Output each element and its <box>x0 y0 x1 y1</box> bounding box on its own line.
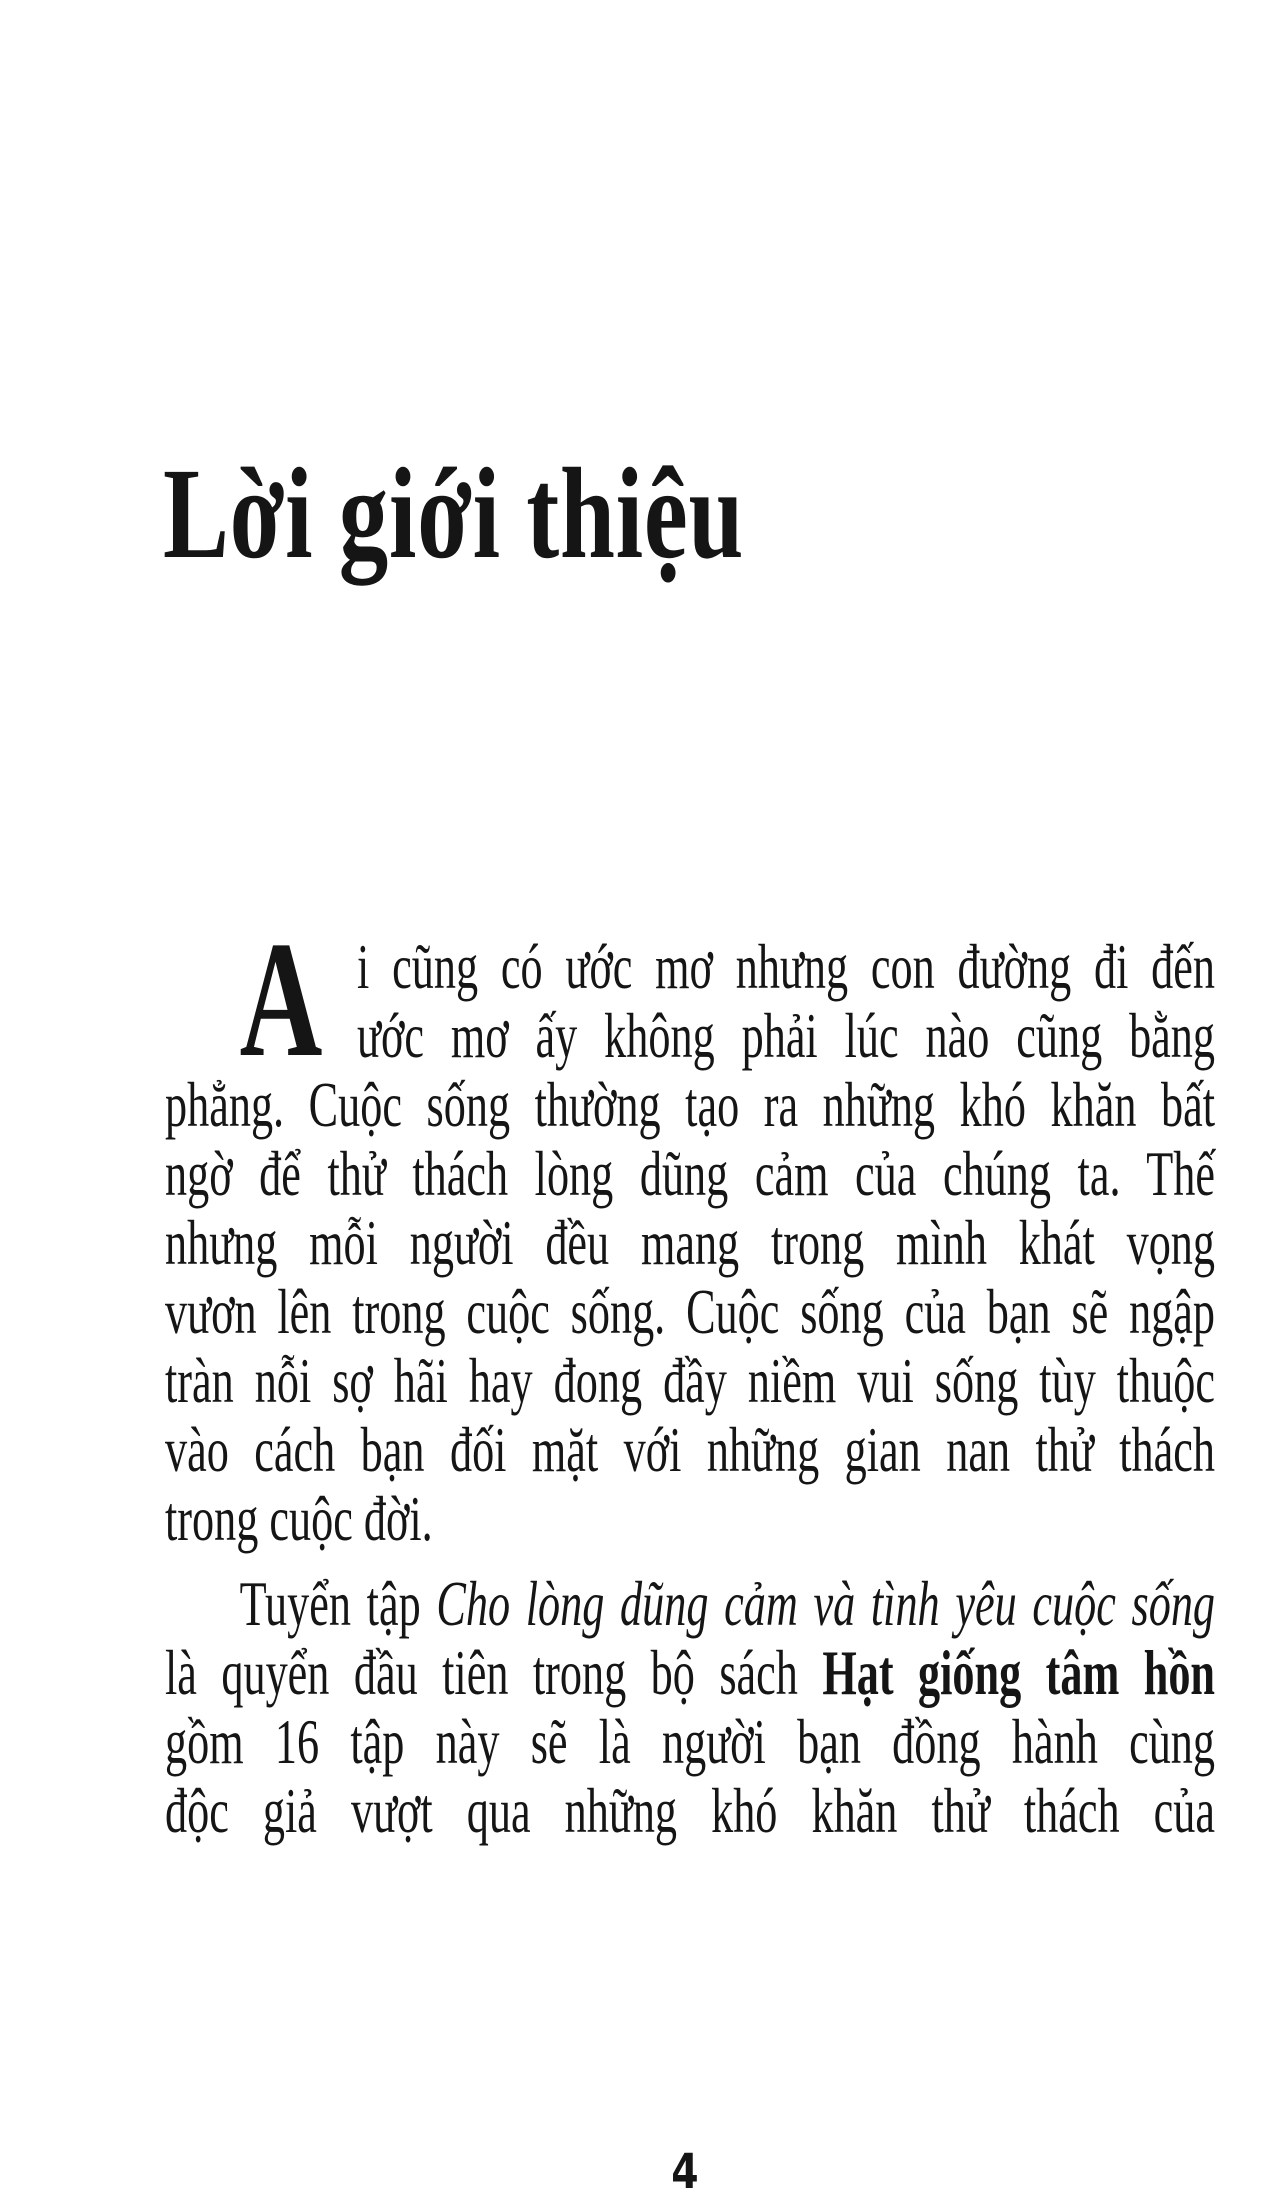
text-line <box>165 1569 1215 1638</box>
text-line <box>165 1070 1215 1139</box>
text-segment: tràn nỗi sợ hãi hay đong đầy niềm vui sống tùy thuộc <box>165 1345 1216 1416</box>
text-segment: phẳng. Cuộc sống thường tạo ra những khó khăn bất <box>165 1069 1216 1140</box>
text-segment: vào cách bạn đối mặt với những gian nan thử thách <box>165 1414 1216 1485</box>
text-segment: nhưng mỗi người đều mang trong mình khát vọng <box>165 1207 1216 1278</box>
text-line <box>165 1415 1215 1484</box>
text-segment: là quyển đầu tiên trong bộ sách <box>165 1637 823 1708</box>
page-number: 4 <box>671 2144 699 2200</box>
paragraph-2 <box>165 1569 1215 1845</box>
text-line <box>165 1277 1215 1346</box>
text-line <box>165 1707 1215 1776</box>
text-line <box>165 1484 1215 1553</box>
text-line <box>165 1638 1215 1707</box>
text-segment: độc giả vượt qua những khó khăn thử thách của <box>165 1775 1216 1846</box>
text-line <box>165 932 1215 1001</box>
text-segment: vươn lên trong cuộc sống. Cuộc sống của bạn sẽ ngập <box>165 1276 1216 1347</box>
text-line <box>165 1208 1215 1277</box>
paragraph-1 <box>165 932 1215 1553</box>
drop-cap: A <box>239 907 323 1091</box>
text-line <box>165 1776 1215 1845</box>
text-segment: Tuyển tập <box>239 1568 437 1639</box>
text-segment: gồm 16 tập này sẽ là người bạn đồng hành cùng <box>165 1706 1216 1777</box>
text-segment: Cho lòng dũng cảm và tình yêu cuộc sống <box>436 1568 1216 1639</box>
text-line <box>165 1139 1215 1208</box>
text-segment: Hạt giống tâm hồn <box>822 1637 1216 1708</box>
text-line <box>165 1346 1215 1415</box>
page-title: Lời giới thiệu <box>163 442 745 587</box>
text-segment: ngờ để thử thách lòng dũng cảm của chúng ta. Thế <box>165 1138 1216 1209</box>
text-segment: i cũng có ước mơ nhưng con đường đi đến <box>357 931 1216 1002</box>
text-segment: trong cuộc đời. <box>165 1483 433 1554</box>
body-text <box>165 907 1216 1846</box>
text-line <box>165 1001 1215 1070</box>
text-segment: ước mơ ấy không phải lúc nào cũng bằng <box>357 1000 1216 1071</box>
